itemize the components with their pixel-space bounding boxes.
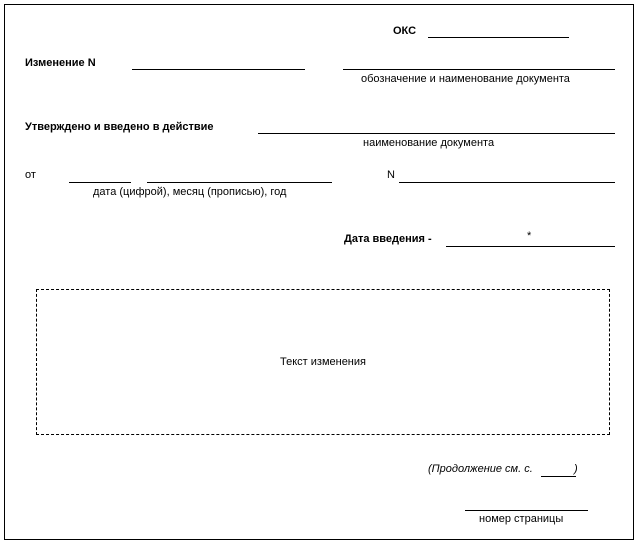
number-line[interactable]	[399, 182, 615, 183]
approved-document-line[interactable]	[258, 133, 615, 134]
from-label: от	[25, 169, 36, 181]
effective-date-asterisk: *	[527, 230, 532, 242]
date-caption: дата (цифрой), месяц (прописью), год	[93, 186, 287, 198]
day-line[interactable]	[69, 182, 131, 183]
effective-date-label: Дата введения -	[344, 233, 432, 245]
change-document-caption: обозначение и наименование документа	[361, 73, 570, 85]
page-number-caption: номер страницы	[479, 513, 564, 525]
number-label: N	[387, 169, 395, 181]
change-document-line[interactable]	[343, 69, 615, 70]
month-year-line[interactable]	[147, 182, 332, 183]
oks-field-line[interactable]	[428, 37, 569, 38]
effective-date-line[interactable]	[446, 246, 615, 247]
change-label: Изменение N	[25, 57, 96, 69]
page-number-line[interactable]	[465, 510, 588, 511]
continuation-label: (Продолжение см. с.	[428, 463, 533, 475]
continuation-page-line[interactable]	[541, 476, 576, 477]
change-text-box[interactable]	[36, 289, 610, 435]
change-text: Текст изменения	[280, 356, 366, 368]
approved-label: Утверждено и введено в действие	[25, 121, 214, 133]
oks-label: ОКС	[393, 25, 417, 37]
approved-caption: наименование документа	[363, 137, 495, 149]
change-number-line[interactable]	[132, 69, 305, 70]
continuation-close: )	[574, 463, 578, 475]
